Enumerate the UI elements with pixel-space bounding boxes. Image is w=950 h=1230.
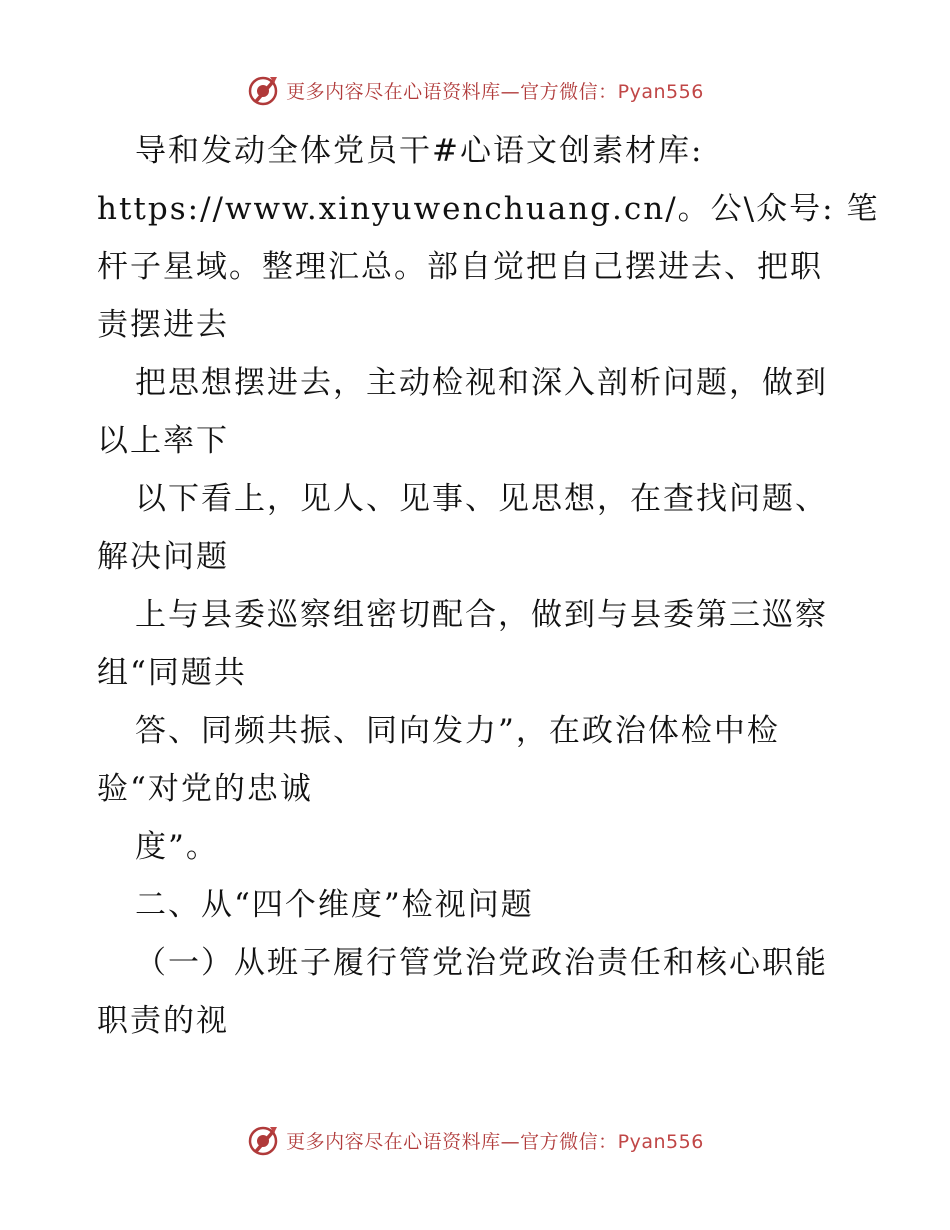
doc-line: 职责的视 (97, 1003, 229, 1039)
doc-line: 导和发动全体党员干#心语文创素材库: (135, 133, 704, 169)
doc-line: 把思想摆进去，主动检视和深入剖析问题，做到 (135, 365, 828, 401)
doc-line: 上与县委巡察组密切配合，做到与县委第三巡察 (135, 597, 828, 633)
header-banner-inner (246, 73, 704, 107)
subsection-heading: （一）从班子履行管党治党政治责任和核心职能 (135, 945, 828, 981)
quill-seal-icon (246, 1123, 280, 1157)
header-banner (0, 70, 950, 110)
doc-line: 组“同题共 (97, 655, 247, 691)
doc-line: 答、同频共振、同向发力”，在政治体检中检 (135, 713, 780, 749)
doc-line: 解决问题 (97, 539, 229, 575)
header-banner-text (286, 77, 704, 104)
doc-line: https://www.xinyuwenchuang.cn/。公\众号: 笔 (97, 191, 880, 227)
document-body (97, 122, 880, 1050)
footer-banner-text (286, 1127, 704, 1154)
footer-banner (0, 1120, 950, 1160)
doc-line: 以下看上，见人、见事、见思想，在查找问题、 (135, 481, 828, 517)
quill-seal-icon (246, 73, 280, 107)
doc-line: 度”。 (135, 829, 219, 865)
footer-banner-wechat-id: Pyan556 (617, 1130, 704, 1153)
header-banner-main: 更多内容尽在心语资料库—官方微信： (286, 80, 618, 103)
header-banner-wechat-id: Pyan556 (617, 80, 704, 103)
doc-line: 杆子星域。整理汇总。部自觉把自己摆进去、把职 (97, 249, 823, 285)
footer-banner-inner (246, 1123, 704, 1157)
footer-banner-main: 更多内容尽在心语资料库—官方微信： (286, 1130, 618, 1153)
doc-line: 验“对党的忠诚 (97, 771, 313, 807)
doc-line: 责摆进去 (97, 307, 229, 343)
section-heading: 二、从“四个维度”检视问题 (135, 887, 534, 923)
doc-line: 以上率下 (97, 423, 229, 459)
